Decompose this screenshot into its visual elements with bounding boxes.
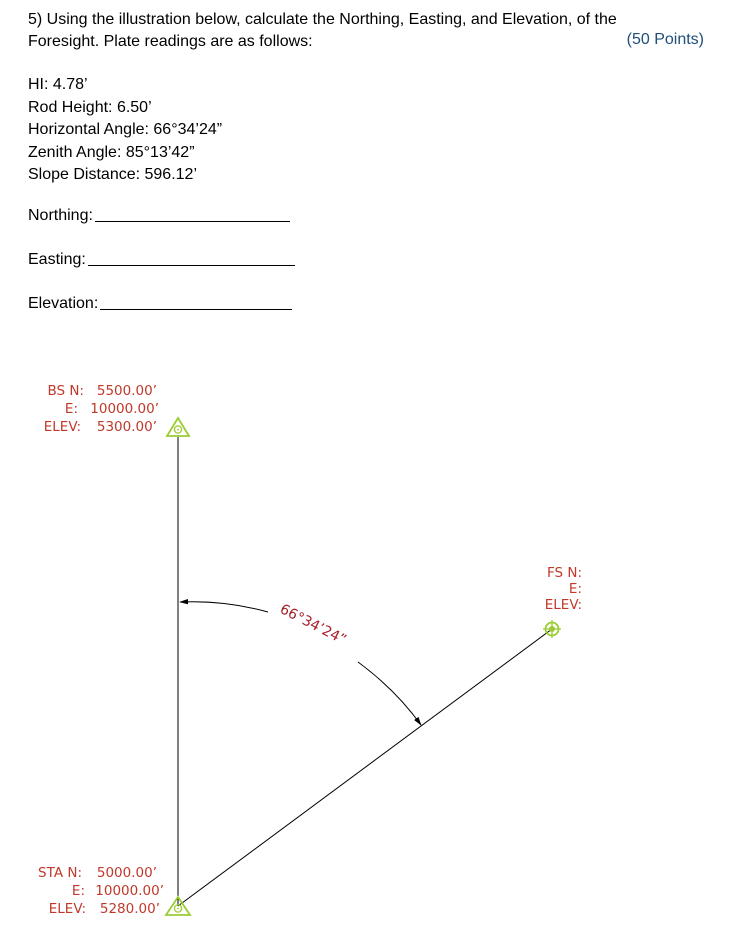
bs-elev-value: 5300.00’ — [96, 419, 157, 435]
bs-n-value: 5500.00’ — [96, 383, 157, 399]
reading-horizontal-angle: Horizontal Angle: 66°34’24” — [28, 121, 223, 138]
fs-e-label: E: — [568, 581, 582, 597]
easting-label: Easting: — [28, 251, 86, 268]
bs-e-label: E: — [64, 401, 78, 417]
backsight-triangle-icon — [167, 418, 189, 436]
angle-label: 66°34’24” — [277, 601, 349, 649]
elevation-label: Elevation: — [28, 295, 99, 312]
reading-zenith-angle: Zenith Angle: 85°13’42” — [28, 143, 195, 161]
foresight-line — [178, 629, 552, 906]
sta-e-value: 10000.00’ — [95, 883, 164, 899]
sta-elev-label: ELEV: — [48, 901, 86, 917]
fs-n-label: FS N: — [546, 565, 582, 581]
bs-n-label: BS N: — [47, 383, 84, 399]
reading-rod-height: Rod Height: 6.50’ — [28, 98, 152, 116]
question-line-2: Foresight. Plate readings are as follows: — [28, 33, 313, 50]
points-value: (50 Points) — [626, 31, 704, 48]
sta-n-value: 5000.00’ — [96, 865, 157, 881]
sta-elev-value: 5280.00’ — [99, 901, 160, 917]
fs-elev-label: ELEV: — [544, 597, 582, 613]
reading-slope-distance: Slope Distance: 596.12’ — [28, 166, 197, 183]
foresight-target-icon — [543, 620, 561, 638]
sta-e-label: E: — [71, 883, 85, 899]
northing-label: Northing: — [28, 207, 93, 224]
reading-hi: HI: 4.78’ — [28, 76, 88, 93]
sta-n-label: STA N: — [38, 865, 82, 881]
question-line-1: 5) Using the illustration below, calculate the Northing, Easting, and Elevation, of the — [28, 11, 617, 28]
bs-e-value: 10000.00’ — [90, 401, 159, 417]
bs-elev-label: ELEV: — [43, 419, 81, 435]
angle-arc-upper — [180, 602, 268, 612]
angle-arc-lower — [358, 662, 421, 725]
